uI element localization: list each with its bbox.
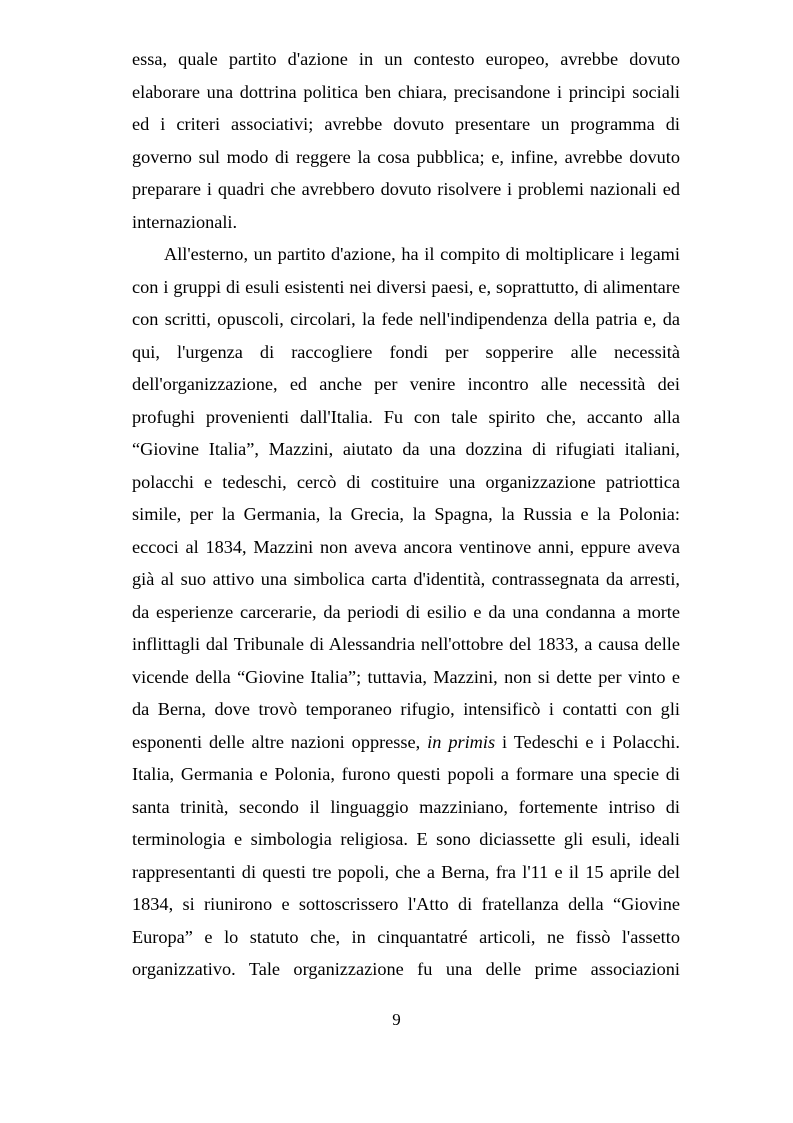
paragraph-1-text: essa, quale partito d'azione in un contesto europeo, avrebbe dovuto elaborare una dottrina politica ben chiara, precisandone i principi sociali ed i criteri associativi; avrebbe dovuto presentare un programma di governo sul modo di reggere la cosa pubblica; e, infine, avrebbe dovuto preparare i quadri che avrebbero dovuto risolvere i problemi nazionali ed internazionali. <box>132 49 680 232</box>
italic-phrase: in primis <box>427 731 496 752</box>
paragraph-2-text-end: i Tedeschi e i Polacchi. Italia, Germania e Polonia, furono questi popoli a formare una specie di santa trinità, secondo il linguaggio mazziniano, fortemente intriso di terminologia e simbologia religiosa. E sono diciassette gli esuli, ideali rappresentanti di questi tre popoli, che a Berna, fra l'11 e il 15 aprile del 1834, si riunirono e sottoscrissero l'Atto di fratellanza della “Giovine Europa” e lo statuto che, in cinquantatré articoli, ne fissò l'assetto organizzativo. Tale organizzazione fu una delle prime associazioni <box>132 731 680 979</box>
paragraph-2 <box>132 238 680 986</box>
page-number: 9 <box>392 1010 401 1029</box>
paragraph-1 <box>132 43 680 238</box>
body-text <box>132 43 680 986</box>
paragraph-2-text-start: All'esterno, un partito d'azione, ha il compito di moltiplicare i legami con i gruppi di esuli esistenti nei diversi paesi, e, soprattutto, di alimentare con scritti, opuscoli, circolari, la fede nell'indipendenza della patria e, da qui, l'urgenza di raccogliere fondi per sopperire alle necessità dell'organizzazione, ed anche per venire incontro alle necessità dei profughi provenienti dall'Italia. Fu con tale spirito che, accanto alla “Giovine Italia”, Mazzini, aiutato da una dozzina di rifugiati italiani, polacchi e tedeschi, cercò di costituire una organizzazione patriottica simile, per la Germania, la Grecia, la Spagna, la Russia e la Polonia: eccoci al 1834, Mazzini non aveva ancora ventinove anni, eppure aveva già al suo attivo una simbolica carta d'identità, contrassegnata da arresti, da esperienze carcerarie, da periodi di esilio e da una condanna a morte inflittagli dal Tribunale di Alessandria nell'ottobre del 1833, a causa delle vicende della “Giovine Italia”; tuttavia, Mazzini, non si dette per vinto e da Berna, dove trovò temporaneo rifugio, intensificò i contatti con gli esponenti delle altre nazioni oppresse, <box>132 244 680 752</box>
